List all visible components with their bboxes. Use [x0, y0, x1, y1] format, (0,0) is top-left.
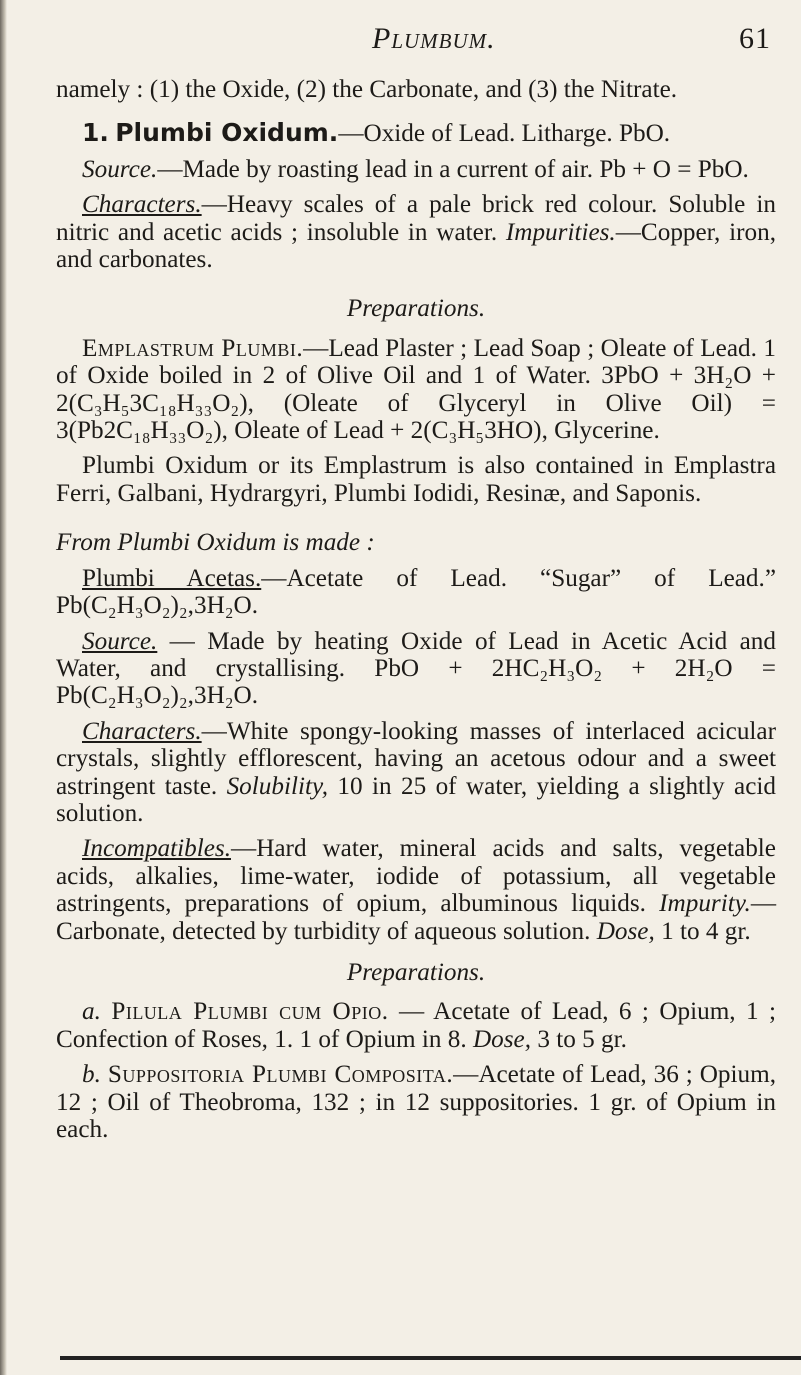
oxidum-characters-paragraph	[56, 191, 776, 273]
acetas-source-label: Source.	[82, 627, 158, 655]
emplastrum-paragraph	[56, 335, 776, 445]
oxidum-number: 1.	[82, 118, 109, 148]
acetas-title-paragraph	[56, 565, 776, 620]
suppositoria-paragraph	[56, 1061, 776, 1143]
acetas-source-paragraph	[56, 628, 776, 710]
page-body	[56, 76, 776, 1151]
suppositoria-name: Suppositoria Plumbi Composita.	[107, 1061, 454, 1089]
acetas-impurity-label: Impurity.	[659, 890, 751, 918]
suppositoria-text: —Acetate of Lead, 36 ; Opium, 12 ; Oil of Theobroma, 132 ; in 12 suppositories. 1 gr. of Opium in each.	[56, 1061, 777, 1143]
from-heading: From Plumbi Oxidum is made :	[56, 529, 375, 557]
acetas-incompatibles-paragraph	[56, 835, 776, 945]
pilula-dose-label: Dose,	[472, 1025, 532, 1053]
oxidum-title: Plumbi Oxidum.	[115, 118, 339, 148]
acetas-description: —Acetate of Lead. “Sugar” of Lead.” Pb(C₂H₃O₂)₂,3H₂O.	[56, 564, 777, 620]
acetas-solubility-text: 10 in 25 of water, yielding a slightly acid solution.	[56, 772, 776, 827]
oxidum-impurities-text: —Copper, iron, and carbonates.	[56, 218, 776, 274]
oxidum-source-label: Source.	[82, 155, 158, 183]
oxidum-impurities-label: Impurities.	[505, 218, 616, 246]
preparations-heading-1: Preparations.	[346, 295, 486, 323]
contained-paragraph: Plumbi Oxidum or its Emplastrum is also contained in Emplastra Ferri, Galbani, Hydrargyri, Plumbi Iodidi, Resinæ, and Saponis.	[56, 452, 776, 507]
bottom-rule	[60, 1356, 801, 1360]
oxidum-description: —Oxide of Lead. Litharge. PbO.	[338, 120, 671, 148]
acetas-incompatibles-label: Incompatibles.	[82, 835, 231, 863]
emplastrum-name: Emplastrum Plumbi.	[82, 334, 304, 362]
running-head: Plumbum.	[372, 22, 496, 55]
pilula-marker: a.	[82, 998, 101, 1026]
oxidum-source-paragraph	[56, 156, 776, 183]
acetas-dose-text: 1 to 4 gr.	[654, 917, 751, 945]
oxidum-characters-text: —Heavy scales of a pale brick red colour. Soluble in nitric and acetic acids ; insoluble in water.	[56, 191, 776, 246]
suppositoria-marker: b.	[82, 1061, 101, 1089]
emplastrum-text: —Lead Plaster ; Lead Soap ; Oleate of Lead. 1 of Oxide boiled in 2 of Olive Oil and 1 of Water. 3PbO + 3H₂O + 2(C₃H₅3C₁₈H₃₃O₂), (Oleate of Glyceryl in Olive Oil) = 3(Pb2C₁₈H₃₃O₂), Oleate of Lead + 2(C₃H₅3HO), Glycerine.	[56, 334, 776, 445]
pilula-name: Pilula Plumbi cum Opio.	[111, 998, 389, 1026]
acetas-incompatibles-text: —Hard water, mineral acids and salts, vegetable acids, alkalies, lime-water, iodide of potassium, all vegetable astringents, preparations of opium, albuminous liquids.	[56, 835, 776, 918]
page-header	[0, 22, 801, 62]
pilula-dose-text: 3 to 5 gr.	[531, 1025, 627, 1053]
pilula-paragraph	[56, 998, 776, 1053]
acetas-characters-text: —White spongy-looking masses of interlaced acicular crystals, slightly efflorescent, having an acetous odour and a sweet astringent taste.	[56, 717, 776, 800]
acetas-characters-label: Characters.	[82, 717, 202, 745]
acetas-source-text: — Made by heating Oxide of Lead in Acetic Acid and Water, and crystallising. PbO + 2HC₂H₃O₂ + 2H₂O = Pb(C₂H₃O₂)₂,3H₂O.	[56, 627, 776, 710]
oxidum-source-text: —Made by roasting lead in a current of air. Pb + O = PbO.	[157, 155, 749, 183]
page-number: 61	[739, 22, 771, 55]
intro-paragraph: namely : (1) the Oxide, (2) the Carbonate, and (3) the Nitrate.	[56, 76, 678, 103]
oxidum-characters-label: Characters.	[82, 191, 202, 219]
acetas-title: Plumbi Acetas.	[82, 564, 262, 592]
preparations-heading-2: Preparations.	[346, 958, 486, 986]
acetas-dose-label: Dose,	[596, 917, 655, 945]
acetas-characters-paragraph	[56, 718, 776, 828]
oxidum-title-paragraph	[56, 119, 776, 147]
acetas-impurity-text: —Carbonate, detected by turbidity of aqueous solution.	[56, 890, 776, 945]
pilula-text: — Acetate of Lead, 6 ; Opium, 1 ; Confection of Roses, 1. 1 of Opium in 8.	[56, 998, 777, 1053]
acetas-solubility-label: Solubility,	[226, 772, 329, 800]
page-gutter-shadow	[0, 0, 7, 1375]
